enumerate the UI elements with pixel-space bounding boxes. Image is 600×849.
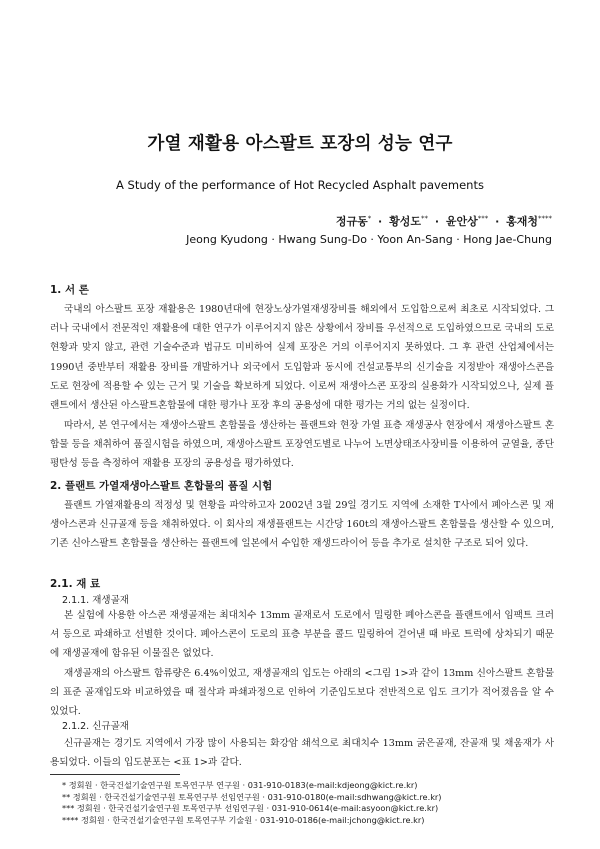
section-heading-materials: 2.1. 재 료 (50, 578, 101, 590)
footnote: ** 정회원 · 한국건설기술연구원 토목연구부 선임연구원 · 031-910-0180(e-mail:sdhwang@kict.re.kr) (62, 791, 442, 802)
author-mark: **** (538, 214, 552, 223)
subsection-heading-new-aggregate: 2.1.2. 신규골재 (62, 721, 129, 732)
paper-title: 가열 재활용 아스팔트 포장의 성능 연구 (147, 134, 453, 154)
author-name: 홍재청 (506, 215, 538, 228)
author-name: 정규동 (335, 215, 368, 228)
paper-subtitle: A Study of the performance of Hot Recycled Asphalt pavements (116, 178, 484, 192)
footnote: **** 정회원 · 한국건설기술연구원 토목연구부 기술원 · 031-910-0186(e-mail:jchong@kict.re.kr) (62, 814, 425, 825)
author-name: 황성도 (389, 215, 421, 228)
paragraph: 플랜트 가열재활용의 적정성 및 현황을 파악하고자 2002년 3월 29일 경기도 지역에 소재한 T사에서 폐아스콘 및 재생아스콘과 신규골재 등을 채취하였다. 이 회사의 재생플랜트는 시간당 160t의 재생아스팔트 혼합물을 생산할 수 있으며, 기존 신아스팔트 혼합물을 생산하는 플랜트에 일본에서 수입한 재생드라이어 등을 추가로 설치한 구조로 되어 있다. (50, 500, 555, 550)
author-mark: *** (477, 214, 489, 223)
footnotes (62, 780, 542, 826)
author-separator: · (434, 215, 439, 228)
footnote: *** 정회원 · 한국건설기술연구원 토목연구부 선임연구원 · 031-910-0614(e-mail:asyoon@kict.re.kr) (62, 803, 439, 813)
author-separator: · (495, 215, 500, 228)
footnote: * 정회원 · 한국건설기술연구원 토목연구부 연구원 · 031-910-0183(e-mail:kdjeong@kict.re.kr) (62, 780, 418, 790)
paragraph: 따라서, 본 연구에서는 재생아스팔트 혼합물을 생산하는 플랜트와 현장 가열 표층 재생공사 현장에서 재생아스팔트 혼합물 등을 채취하여 품질시험을 하였으며, 재생아스팔트 포장연도별로 나누어 노면상태조사장비를 이용하여 균열율, 종단평탄성 등을 측정하여 재활용 포장의 공용성을 평가하였다. (50, 420, 554, 470)
authors-english: Jeong Kyudong · Hwang Sung-Do · Yoon An-Sang · Hong Jae-Chung (186, 233, 552, 246)
paragraph: 국내의 아스팔트 포장 재활용은 1980년대에 현장노상가열재생장비를 해외에서 도입함으로써 최초로 시작되었다. 그러나 국내에서 전문적인 재활용에 대한 연구가 이루어지지 않은 상황에서 장비를 우선적으로 도입하였으므로 국내의 도로현황과 맞지 않고, 관련 기술수준과 법규도 미비하여 실제 포장은 거의 이루어지지 못하였다. 그 후 관련 산업체에서는 1990년 중반부터 재활용 장비를 개발하거나 외국에서 도입함과 동시에 건설교통부의 신기술을 지정받아 재생아스콘을 도로 현장에 적용할 수 있는 근거 및 기술을 확보하게 되었다. 이로써 재생아스콘 포장의 실용화가 시작되었으나, 실제 플랜트에서 생산된 아스팔트혼합물에 대한 평가나 포장 후의 공용성에 대한 평가는 거의 없는 실정이다. (50, 304, 554, 412)
author-mark: * (367, 214, 372, 223)
subsection-heading-recycled-aggregate: 2.1.1. 재생골재 (62, 595, 129, 606)
footnote-divider (50, 774, 180, 775)
author-name: 윤안상 (445, 215, 478, 228)
section-heading-introduction: 1. 서 론 (50, 284, 89, 296)
section-heading-quality-test: 2. 플랜트 가열재생아스팔트 혼합물의 품질 시험 (50, 480, 273, 492)
paragraph: 재생골재의 아스팔트 함류량은 6.4%이었고, 재생골재의 입도는 아래의 <그림 1>과 같이 13mm 신아스팔트 혼합물의 표준 골재입도와 비교하였을 때 절삭과 파쇄과정으로 인하여 기준입도보다 전반적으로 입도 크기가 적어졌음을 알 수 있었다. (50, 668, 554, 718)
paragraph: 신규골재는 경기도 지역에서 가장 많이 사용되는 화강암 쇄석으로 최대치수 13mm 굵은골재, 잔골재 및 채움재가 사용되었다. 이들의 입도분포는 <표 1>과 같다. (50, 738, 554, 769)
author-mark: ** (420, 214, 428, 223)
authors-korean (336, 213, 552, 229)
author-separator: · (378, 215, 383, 228)
paragraph: 본 실험에 사용한 아스콘 재생골재는 최대치수 13mm 골재로서 도로에서 밀링한 폐아스콘을 플랜트에서 임팩트 크러셔 등으로 파쇄하고 선별한 것이다. 폐아스콘이 도로의 표층 부분을 콜드 밀링하여 걷어낸 때 바로 트럭에 상차되기 때문에 재생골재에 함유된 이물질은 없었다. (50, 610, 554, 660)
